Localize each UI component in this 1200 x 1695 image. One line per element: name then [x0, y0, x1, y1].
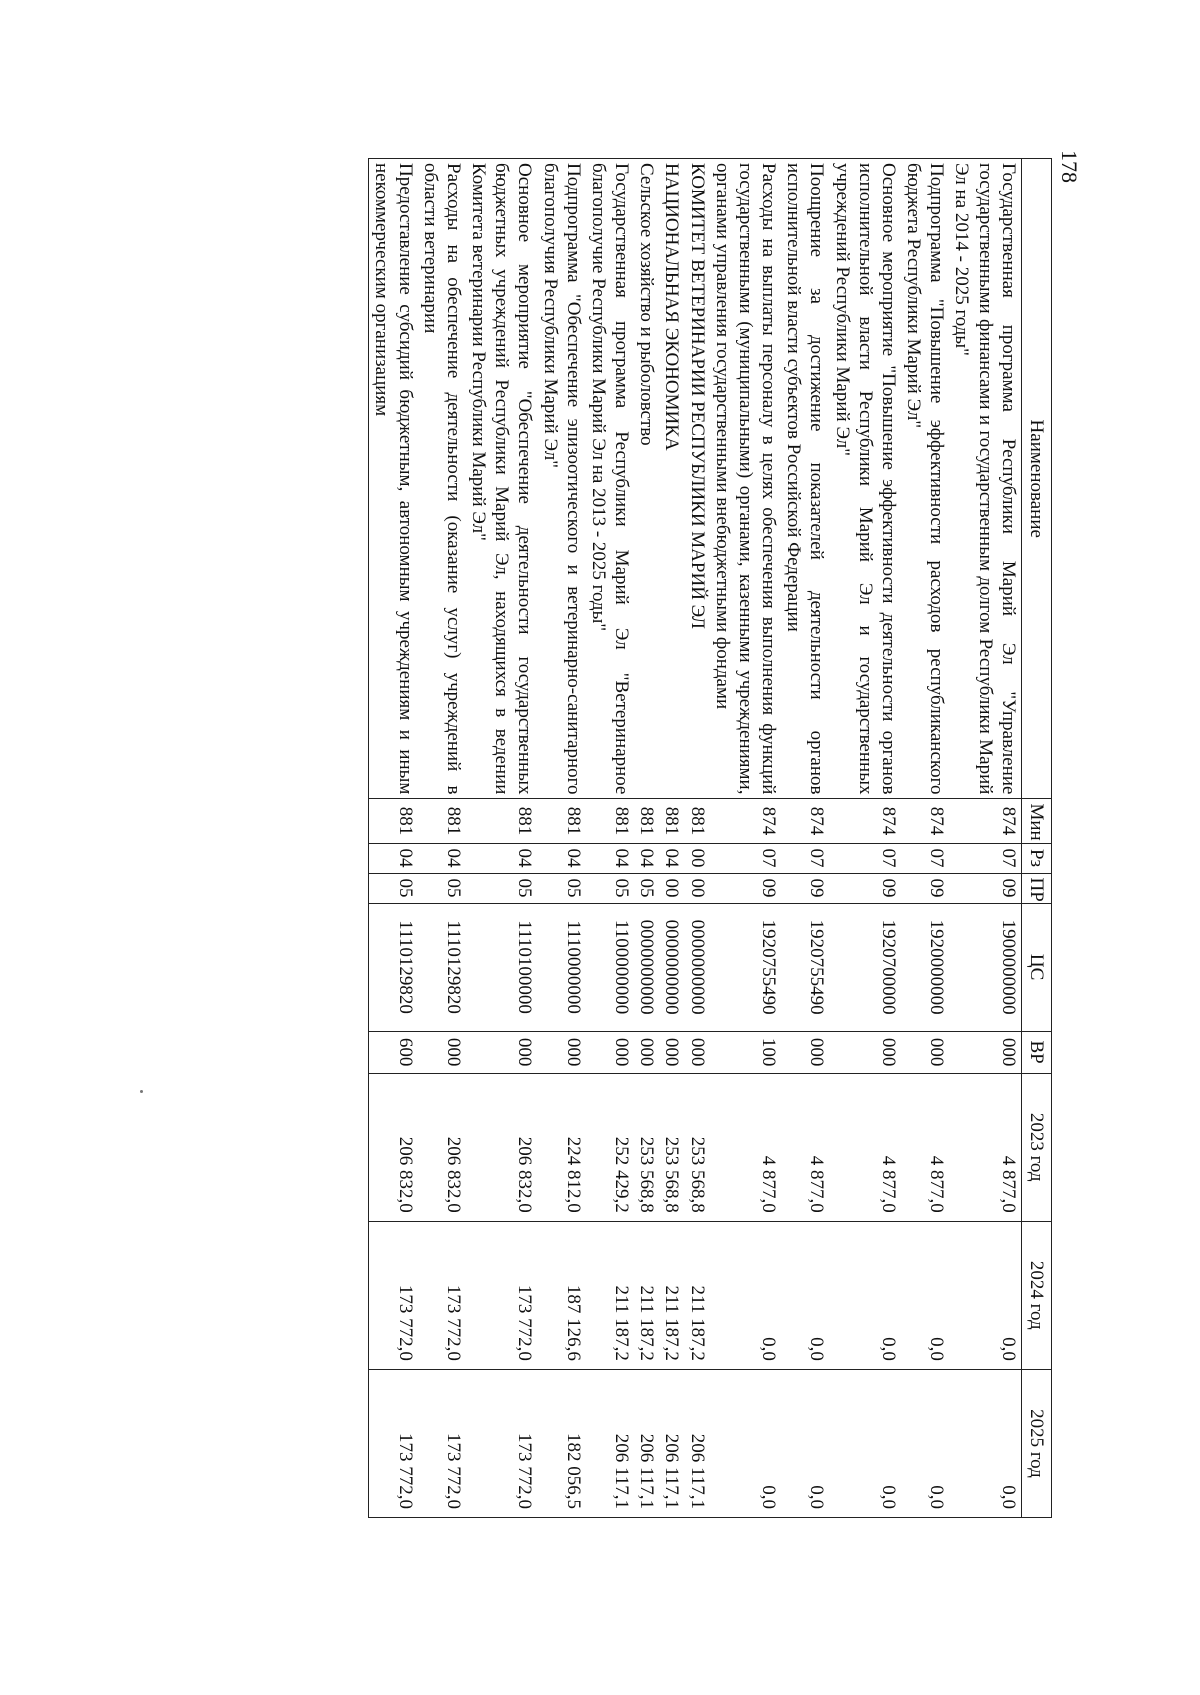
- cell-min: 881: [659, 799, 684, 843]
- cell-cs: 0000000000: [659, 903, 684, 1031]
- table-row: [466, 159, 538, 1518]
- cell-vr: 000: [901, 1031, 949, 1073]
- cell-vr: 000: [684, 1031, 709, 1073]
- cell-y2025: 0,0: [829, 1369, 901, 1517]
- cell-pr: 00: [684, 873, 709, 903]
- cell-name: КОМИТЕТ ВЕТЕРИНАРИИ РЕСПУБЛИКИ МАРИЙ ЭЛ: [684, 159, 709, 799]
- header-vr: ВР: [1021, 1031, 1051, 1073]
- cell-pr: 09: [781, 873, 829, 903]
- cell-min: 874: [829, 799, 901, 843]
- cell-name: Основное мероприятие "Повышение эффективности деятельности органов исполнительной власти Республики Марий Эл и государственных учреждений Республики Марий Эл": [829, 159, 901, 799]
- cell-y2025: 182 056,5: [537, 1369, 585, 1517]
- cell-y2024: 211 187,2: [586, 1221, 634, 1369]
- page-number: 178: [1057, 150, 1082, 183]
- cell-pr: 09: [829, 873, 901, 903]
- cell-y2024: 173 772,0: [369, 1221, 418, 1369]
- cell-cs: 1920755490: [710, 903, 782, 1031]
- cell-rz: 04: [634, 843, 659, 873]
- cell-y2023: 4 877,0: [949, 1073, 1021, 1221]
- table-header-row: [1021, 159, 1051, 1518]
- table-row: [901, 159, 949, 1518]
- cell-y2025: 206 117,1: [684, 1369, 709, 1517]
- cell-vr: 000: [418, 1031, 466, 1073]
- header-2025: 2025 год: [1021, 1369, 1051, 1517]
- cell-pr: 09: [901, 873, 949, 903]
- cell-rz: 07: [829, 843, 901, 873]
- cell-name: Расходы на обеспечение деятельности (оказание услуг) учреждений в области ветеринарии: [418, 159, 466, 799]
- cell-cs: 1110000000: [537, 903, 585, 1031]
- cell-y2023: 4 877,0: [829, 1073, 901, 1221]
- cell-y2024: 0,0: [781, 1221, 829, 1369]
- cell-name: Государственная программа Республики Марий Эл "Ветеринарное благополучие Республики Марий Эл на 2013 - 2025 годы": [586, 159, 634, 799]
- cell-y2025: 173 772,0: [418, 1369, 466, 1517]
- cell-y2025: 0,0: [781, 1369, 829, 1517]
- cell-y2023: 4 877,0: [781, 1073, 829, 1221]
- cell-y2023: 206 832,0: [466, 1073, 538, 1221]
- cell-y2025: 173 772,0: [369, 1369, 418, 1517]
- cell-y2023: 206 832,0: [369, 1073, 418, 1221]
- scan-speck: [140, 1090, 143, 1093]
- cell-rz: 04: [466, 843, 538, 873]
- cell-pr: 09: [710, 873, 782, 903]
- cell-min: 881: [418, 799, 466, 843]
- table-row: [781, 159, 829, 1518]
- table-row: [586, 159, 634, 1518]
- cell-vr: 000: [466, 1031, 538, 1073]
- cell-cs: 1110129820: [418, 903, 466, 1031]
- cell-min: 874: [710, 799, 782, 843]
- table-row: [418, 159, 466, 1518]
- cell-y2023: 252 429,2: [586, 1073, 634, 1221]
- cell-vr: 000: [781, 1031, 829, 1073]
- header-min: Мин: [1021, 799, 1051, 843]
- cell-min: 881: [537, 799, 585, 843]
- cell-cs: 1920000000: [901, 903, 949, 1031]
- header-rz: Рз: [1021, 843, 1051, 873]
- cell-pr: 05: [466, 873, 538, 903]
- cell-vr: 600: [369, 1031, 418, 1073]
- cell-cs: 1920700000: [829, 903, 901, 1031]
- cell-cs: 0000000000: [684, 903, 709, 1031]
- cell-rz: 00: [684, 843, 709, 873]
- cell-pr: 05: [537, 873, 585, 903]
- cell-min: 881: [466, 799, 538, 843]
- cell-min: 881: [684, 799, 709, 843]
- cell-rz: 04: [659, 843, 684, 873]
- cell-pr: 05: [586, 873, 634, 903]
- cell-min: 881: [634, 799, 659, 843]
- cell-y2025: 206 117,1: [659, 1369, 684, 1517]
- rotated-page-content: [172, 158, 1052, 1518]
- cell-pr: 05: [369, 873, 418, 903]
- table-row: [369, 159, 418, 1518]
- cell-y2025: 0,0: [901, 1369, 949, 1517]
- table-row: [949, 159, 1021, 1518]
- cell-y2024: 211 187,2: [634, 1221, 659, 1369]
- cell-y2023: 253 568,8: [684, 1073, 709, 1221]
- cell-name: НАЦИОНАЛЬНАЯ ЭКОНОМИКА: [659, 159, 684, 799]
- header-2023: 2023 год: [1021, 1073, 1051, 1221]
- cell-rz: 07: [781, 843, 829, 873]
- header-cs: ЦС: [1021, 903, 1051, 1031]
- cell-name: Подпрограмма "Обеспечение эпизоотического и ветеринарно-санитарного благополучия Республики Марий Эл": [537, 159, 585, 799]
- cell-y2025: 206 117,1: [586, 1369, 634, 1517]
- cell-y2024: 173 772,0: [418, 1221, 466, 1369]
- cell-name: Предоставление субсидий бюджетным, автономным учреждениям и иным некоммерческим организациям: [369, 159, 418, 799]
- cell-y2025: 0,0: [949, 1369, 1021, 1517]
- budget-table: [368, 158, 1052, 1518]
- cell-name: Государственная программа Республики Марий Эл "Управление государственными финансами и государственным долгом Республики Марий Эл на 2014 - 2025 годы": [949, 159, 1021, 799]
- cell-vr: 000: [634, 1031, 659, 1073]
- cell-name: Основное мероприятие "Обеспечение деятельности государственных бюджетных учреждений Республики Марий Эл, находящихся в ведении Комитета ветеринарии Республики Марий Эл": [466, 159, 538, 799]
- cell-min: 874: [781, 799, 829, 843]
- cell-min: 874: [901, 799, 949, 843]
- cell-min: 881: [586, 799, 634, 843]
- cell-name: Расходы на выплаты персоналу в целях обеспечения выполнения функций государственными (муниципальными) органами, казенными учреждениями, органами управления государственными внебюджетными фондами: [710, 159, 782, 799]
- cell-name: Подпрограмма "Повышение эффективности расходов республиканского бюджета Республики Марий Эл": [901, 159, 949, 799]
- cell-cs: 1100000000: [586, 903, 634, 1031]
- cell-y2025: 173 772,0: [466, 1369, 538, 1517]
- cell-y2023: 4 877,0: [901, 1073, 949, 1221]
- cell-min: 881: [369, 799, 418, 843]
- table-row: [829, 159, 901, 1518]
- cell-rz: 04: [418, 843, 466, 873]
- table-row: [710, 159, 782, 1518]
- cell-y2024: 211 187,2: [684, 1221, 709, 1369]
- cell-vr: 000: [586, 1031, 634, 1073]
- cell-rz: 04: [586, 843, 634, 873]
- cell-y2023: 253 568,8: [634, 1073, 659, 1221]
- table-row: [537, 159, 585, 1518]
- cell-y2023: 206 832,0: [418, 1073, 466, 1221]
- table-row: [659, 159, 684, 1518]
- cell-rz: 04: [537, 843, 585, 873]
- cell-min: 874: [949, 799, 1021, 843]
- cell-pr: 00: [659, 873, 684, 903]
- header-name: Наименование: [1021, 159, 1051, 799]
- cell-cs: 1920755490: [781, 903, 829, 1031]
- cell-vr: 000: [537, 1031, 585, 1073]
- header-pr: ПР: [1021, 873, 1051, 903]
- cell-name: Сельское хозяйство и рыболовство: [634, 159, 659, 799]
- cell-pr: 05: [418, 873, 466, 903]
- cell-rz: 07: [901, 843, 949, 873]
- cell-rz: 07: [710, 843, 782, 873]
- cell-y2025: 206 117,1: [634, 1369, 659, 1517]
- table-body: [369, 159, 1022, 1518]
- header-2024: 2024 год: [1021, 1221, 1051, 1369]
- cell-y2025: 0,0: [710, 1369, 782, 1517]
- cell-name: Поощрение за достижение показателей деятельности органов исполнительной власти субъектов Российской Федерации: [781, 159, 829, 799]
- cell-y2024: 0,0: [901, 1221, 949, 1369]
- cell-vr: 000: [659, 1031, 684, 1073]
- cell-cs: 1110129820: [369, 903, 418, 1031]
- cell-y2024: 211 187,2: [659, 1221, 684, 1369]
- cell-vr: 100: [710, 1031, 782, 1073]
- cell-cs: 1900000000: [949, 903, 1021, 1031]
- cell-y2023: 253 568,8: [659, 1073, 684, 1221]
- cell-vr: 000: [829, 1031, 901, 1073]
- cell-y2024: 0,0: [710, 1221, 782, 1369]
- cell-pr: 09: [949, 873, 1021, 903]
- table-row: [634, 159, 659, 1518]
- cell-y2024: 173 772,0: [466, 1221, 538, 1369]
- cell-y2024: 187 126,6: [537, 1221, 585, 1369]
- cell-cs: 0000000000: [634, 903, 659, 1031]
- cell-y2023: 4 877,0: [710, 1073, 782, 1221]
- cell-vr: 000: [949, 1031, 1021, 1073]
- table-row: [684, 159, 709, 1518]
- cell-rz: 07: [949, 843, 1021, 873]
- cell-cs: 1110100000: [466, 903, 538, 1031]
- cell-y2024: 0,0: [829, 1221, 901, 1369]
- cell-rz: 04: [369, 843, 418, 873]
- cell-pr: 05: [634, 873, 659, 903]
- cell-y2024: 0,0: [949, 1221, 1021, 1369]
- cell-y2023: 224 812,0: [537, 1073, 585, 1221]
